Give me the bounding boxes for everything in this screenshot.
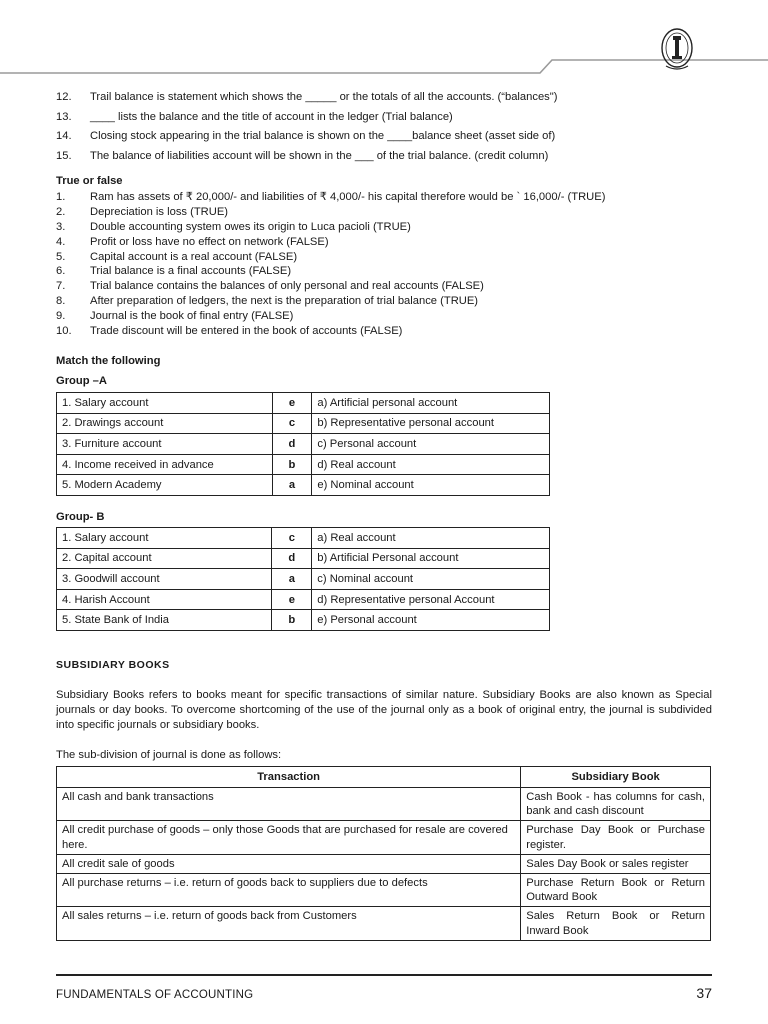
table-row xyxy=(57,548,550,569)
match-option: e) Nominal account xyxy=(312,475,550,496)
table-row xyxy=(57,821,711,854)
footer-title: FUNDAMENTALS OF ACCOUNTING xyxy=(56,989,254,1001)
subsidiary-intro-paragraph: Subsidiary Books refers to books meant for specific transactions of similar nature. Subsidiary Books are also known as Special journals or day books. To overcome shortcoming of the use of the journal only as a book of original entry, the journal is subdivided into specific journals or subsidiary books. xyxy=(56,689,712,731)
item-number: 14. xyxy=(56,130,72,142)
footer-rule xyxy=(56,974,712,976)
match-option: e) Personal account xyxy=(312,610,550,631)
item-text: Trial balance contains the balances of only personal and real accounts (FALSE) xyxy=(90,280,484,293)
transaction-cell: All purchase returns – i.e. return of goods back to suppliers due to defects xyxy=(57,874,521,907)
table-row xyxy=(57,788,711,821)
item-text: Profit or loss have no effect on network (FALSE) xyxy=(90,235,329,248)
item-text: Depreciation is loss (TRUE) xyxy=(90,205,229,218)
list-item xyxy=(56,108,716,128)
match-answer: e xyxy=(272,393,312,414)
item-text: Trial balance is a final accounts (FALSE) xyxy=(90,265,292,278)
match-answer: c xyxy=(272,413,312,434)
match-option: a) Real account xyxy=(312,528,550,549)
transaction-cell: All sales returns – i.e. return of goods back from Customers xyxy=(57,907,521,940)
book-cell: Purchase Return Book or Return Outward Book xyxy=(521,874,711,907)
match-item: 1. Salary account xyxy=(57,393,273,414)
list-item xyxy=(56,205,716,220)
item-number: 13. xyxy=(56,110,72,123)
table-row xyxy=(57,874,711,907)
list-item xyxy=(56,294,716,309)
list-item xyxy=(56,127,716,147)
header-rule xyxy=(0,0,768,80)
match-option: c) Personal account xyxy=(312,434,550,455)
match-answer: b xyxy=(272,454,312,475)
group-a-table xyxy=(56,392,550,496)
item-text: Double accounting system owes its origin to Luca pacioli (TRUE) xyxy=(90,220,411,233)
table-row xyxy=(57,434,550,455)
match-option: c) Nominal account xyxy=(312,569,550,590)
table-row xyxy=(57,528,550,549)
table-row xyxy=(57,454,550,475)
subdivision-text: The sub-division of journal is done as follows: xyxy=(56,749,282,761)
match-answer: d xyxy=(272,434,312,455)
match-option: a) Artificial personal account xyxy=(312,393,550,414)
item-text: Journal is the book of final entry (FALSE) xyxy=(90,310,294,323)
column-header-transaction: Transaction xyxy=(57,767,521,788)
item-number: 4. xyxy=(56,235,66,248)
match-item: 5. State Bank of India xyxy=(57,610,272,631)
match-answer: d xyxy=(272,548,312,569)
item-number: 7. xyxy=(56,280,66,293)
item-number: 5. xyxy=(56,250,66,263)
list-item xyxy=(56,309,716,324)
column-header-book: Subsidiary Book xyxy=(521,767,711,788)
match-answer: c xyxy=(272,528,312,549)
institute-logo-icon xyxy=(660,26,694,74)
match-item: 4. Income received in advance xyxy=(57,454,273,475)
match-item: 3. Furniture account xyxy=(57,434,273,455)
table-row xyxy=(57,475,550,496)
list-item xyxy=(56,250,716,265)
item-text: Closing stock appearing in the trial balance is shown on the ____balance sheet (asset side of) xyxy=(90,130,556,142)
list-item xyxy=(56,279,716,294)
item-number: 1. xyxy=(56,191,66,203)
item-number: 15. xyxy=(56,149,72,162)
list-item xyxy=(56,235,716,250)
item-text: Trade discount will be entered in the book of accounts (FALSE) xyxy=(90,325,403,338)
match-answer: a xyxy=(272,569,312,590)
item-text: After preparation of ledgers, the next is the preparation of trial balance (TRUE) xyxy=(90,295,479,308)
match-answer: b xyxy=(272,610,312,631)
match-option: b) Representative personal account xyxy=(312,413,550,434)
list-item xyxy=(56,220,716,235)
list-item xyxy=(56,190,716,205)
item-text: The balance of liabilities account will be shown in the ___ of the trial balance. (credit column) xyxy=(90,149,549,162)
true-false-list xyxy=(56,190,716,339)
subsidiary-books-table xyxy=(56,766,711,941)
table-row xyxy=(57,393,550,414)
table-row xyxy=(57,907,711,940)
book-cell: Sales Day Book or sales register xyxy=(521,854,711,873)
match-option: d) Representative personal Account xyxy=(312,589,550,610)
table-row xyxy=(57,610,550,631)
book-cell: Purchase Day Book or Purchase register. xyxy=(521,821,711,854)
book-cell: Sales Return Book or Return Inward Book xyxy=(521,907,711,940)
match-item: 4. Harish Account xyxy=(57,589,272,610)
match-option: b) Artificial Personal account xyxy=(312,548,550,569)
subsidiary-books-heading: SUBSIDIARY BOOKS xyxy=(56,659,170,671)
fill-blanks-list xyxy=(56,88,716,166)
item-number: 8. xyxy=(56,295,66,308)
item-text: ____ lists the balance and the title of account in the ledger (Trial balance) xyxy=(90,110,453,123)
list-item xyxy=(56,88,716,108)
item-number: 10. xyxy=(56,325,72,338)
transaction-cell: All credit sale of goods xyxy=(57,854,521,873)
list-item xyxy=(56,147,716,167)
match-item: 2. Capital account xyxy=(57,548,272,569)
match-answer: e xyxy=(272,589,312,610)
item-text: Trail balance is statement which shows the _____ or the totals of all the accounts. (“balances") xyxy=(90,91,558,103)
list-item xyxy=(56,324,716,339)
table-row xyxy=(57,569,550,590)
transaction-cell: All credit purchase of goods – only those Goods that are purchased for resale are covered here. xyxy=(57,821,521,854)
match-item: 5. Modern Academy xyxy=(57,475,273,496)
item-number: 12. xyxy=(56,91,72,103)
table-row xyxy=(57,413,550,434)
group-b-table xyxy=(56,527,550,631)
table-row xyxy=(57,854,711,873)
transaction-cell: All cash and bank transactions xyxy=(57,788,521,821)
group-b-label: Group- B xyxy=(56,511,105,523)
match-item: 1. Salary account xyxy=(57,528,272,549)
group-a-label: Group –A xyxy=(56,375,107,387)
item-text: Capital account is a real account (FALSE) xyxy=(90,250,298,263)
match-answer: a xyxy=(272,475,312,496)
book-cell: Cash Book - has columns for cash, bank and cash discount xyxy=(521,788,711,821)
table-header-row xyxy=(57,767,711,788)
item-number: 9. xyxy=(56,310,66,323)
match-item: 3. Goodwill account xyxy=(57,569,272,590)
match-heading: Match the following xyxy=(56,355,161,367)
list-item xyxy=(56,264,716,279)
item-number: 2. xyxy=(56,205,66,218)
item-text: Ram has assets of ₹ 20,000/- and liabilities of ₹ 4,000/- his capital therefore would be ` 16,000/- (TRUE) xyxy=(90,191,606,203)
table-row xyxy=(57,589,550,610)
match-option: d) Real account xyxy=(312,454,550,475)
true-false-heading: True or false xyxy=(56,175,123,187)
item-number: 6. xyxy=(56,265,66,278)
page-number: 37 xyxy=(696,985,712,1001)
match-item: 2. Drawings account xyxy=(57,413,273,434)
item-number: 3. xyxy=(56,220,66,233)
